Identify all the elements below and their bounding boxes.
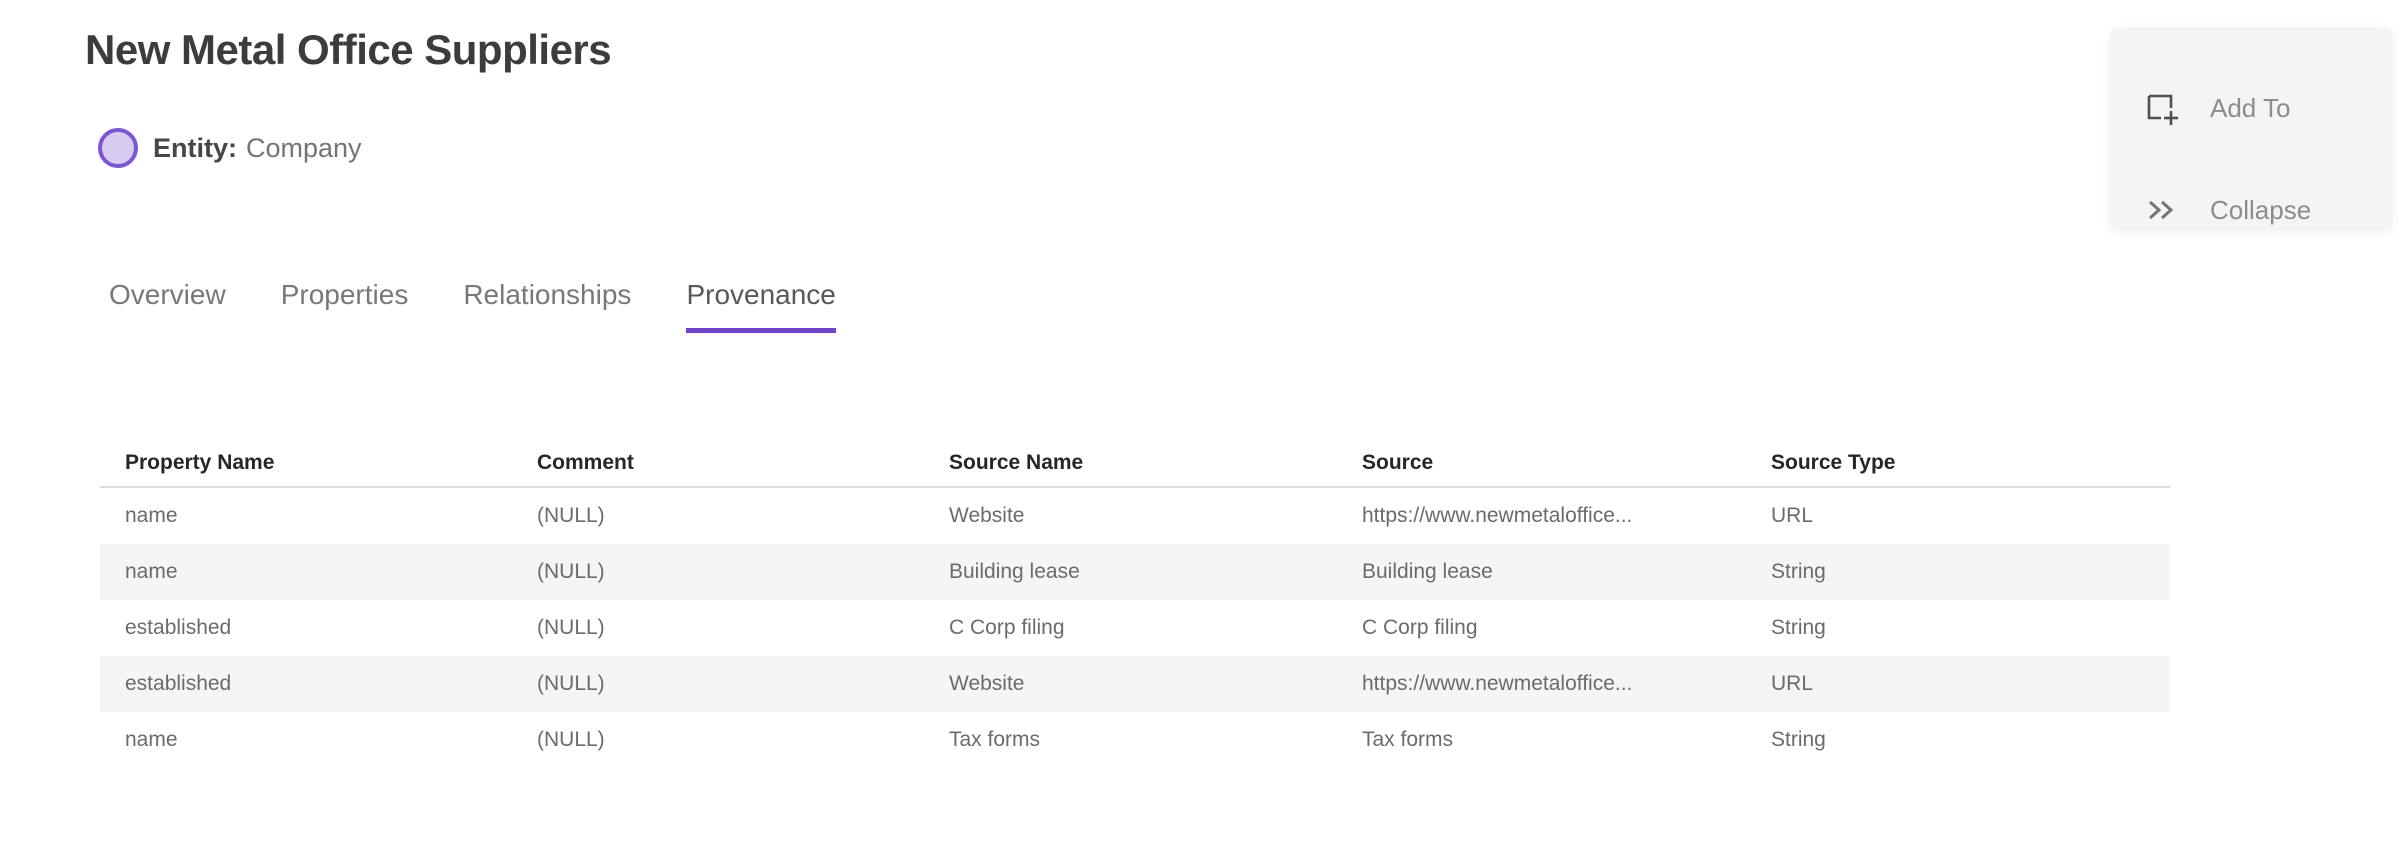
column-header-property-name: Property Name (125, 451, 275, 474)
table-row[interactable] (100, 488, 2170, 544)
column-header-source: Source (1362, 451, 1434, 474)
tab-provenance[interactable]: Provenance (686, 278, 835, 333)
tab-relationships[interactable]: Relationships (463, 279, 632, 310)
column-header-source-name: Source Name (949, 451, 1084, 474)
table-cell: Tax forms (1362, 728, 1454, 751)
column-header-comment: Comment (537, 451, 634, 474)
tab-overview[interactable]: Overview (109, 279, 226, 310)
table-cell: C Corp filing (1362, 616, 1478, 639)
table-cell: name (125, 728, 178, 751)
table-cell: name (125, 504, 178, 527)
table-row[interactable] (100, 544, 2170, 600)
collapse-button[interactable] (2142, 188, 2311, 232)
add-to-icon (2142, 89, 2180, 127)
table-row[interactable] (100, 712, 2170, 768)
table-cell: String (1771, 560, 1826, 583)
table-cell: https://www.newmetaloffice... (1362, 504, 1633, 527)
table-cell: URL (1771, 672, 1814, 695)
table-cell: Building lease (949, 560, 1080, 583)
table-cell: Building lease (1362, 560, 1493, 583)
double-chevron-right-icon (2142, 199, 2180, 221)
table-cell: established (125, 672, 232, 695)
table-cell: Tax forms (949, 728, 1041, 751)
collapse-label: Collapse (2210, 194, 2312, 225)
table-cell: Website (949, 504, 1025, 527)
table-cell: (NULL) (537, 728, 605, 751)
tab-bar (109, 278, 836, 333)
table-cell: established (125, 616, 232, 639)
table-body (100, 488, 2170, 768)
entity-badge (98, 128, 362, 168)
table-cell: C Corp filing (949, 616, 1065, 639)
table-row[interactable] (100, 656, 2170, 712)
entity-value: Company (246, 132, 362, 163)
table-cell: name (125, 560, 178, 583)
provenance-table (100, 440, 2170, 768)
add-to-button[interactable] (2142, 86, 2290, 130)
entity-type-circle-icon (98, 128, 138, 168)
table-header-row (100, 440, 2170, 488)
table-cell: String (1771, 728, 1826, 751)
tab-properties[interactable]: Properties (280, 279, 409, 310)
actions-panel (2110, 28, 2393, 230)
add-to-label: Add To (2210, 92, 2291, 123)
table-cell: URL (1771, 504, 1814, 527)
table-cell: (NULL) (537, 504, 605, 527)
table-cell: Website (949, 672, 1025, 695)
page-title: New Metal Office Suppliers (85, 26, 612, 73)
table-cell: String (1771, 616, 1826, 639)
table-cell: (NULL) (537, 560, 605, 583)
column-header-source-type: Source Type (1771, 451, 1896, 474)
table-cell: (NULL) (537, 672, 605, 695)
table-row[interactable] (100, 600, 2170, 656)
table-cell: https://www.newmetaloffice... (1362, 672, 1633, 695)
table-cell: (NULL) (537, 616, 605, 639)
entity-label: Entity: (153, 132, 237, 163)
